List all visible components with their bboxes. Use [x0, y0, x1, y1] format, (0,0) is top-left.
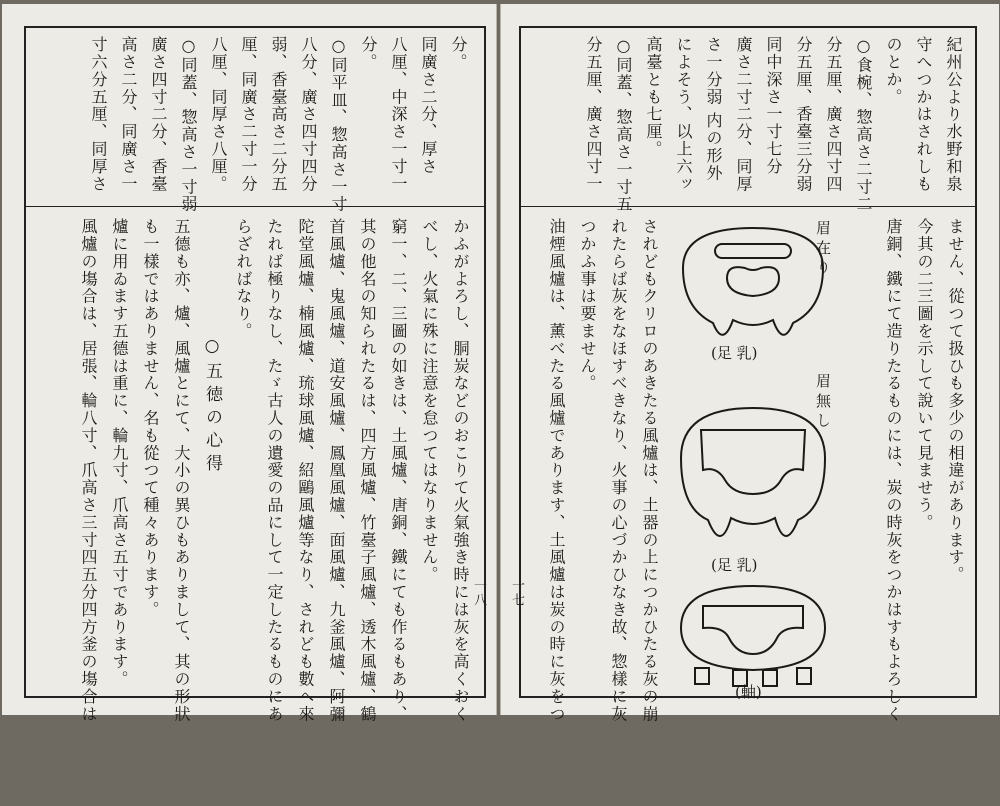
text-column: 五德も亦、爐、風爐とにて、大小の異ひもありまして、其の形狀 [172, 218, 191, 723]
right-top-text [571, 36, 963, 213]
diagram-label-bottom-1: (足 乳) [711, 344, 758, 362]
page-number: 一八 [471, 578, 486, 608]
text-column: 分。 [359, 36, 378, 71]
diagram-label-top-1: 眉 在 り [814, 220, 832, 275]
diagram-label-top-2: 眉 無 し [814, 373, 832, 428]
text-column: つかふ事は要ません。 [578, 218, 597, 392]
text-column: 八分、廣さ四寸四分 [299, 36, 318, 193]
right-page-frame [519, 26, 977, 723]
right-bottom-text-right [870, 218, 965, 723]
text-column: 分五厘、廣さ四寸一 [584, 36, 603, 193]
text-column: 紀州公より水野和泉 [944, 36, 963, 193]
text-column: たれば極りなし、たゞ古人の遺愛の品にして一定したるものにあ [265, 218, 284, 723]
text-column: 同廣さ二分、厚さ [419, 36, 438, 176]
text-column: ○同蓋、惣高さ一寸五 [614, 36, 633, 213]
text-column: 同中深さ一寸七分 [764, 36, 783, 176]
text-column: 弱、香臺高さ二分五 [269, 36, 288, 193]
right-page [500, 4, 999, 723]
page-number: 一七 [509, 578, 524, 608]
text-column: 首風爐、鬼風爐、道安風爐、鳳凰風爐、面風爐、九釜風爐、阿彌 [327, 218, 346, 723]
text-column: によそう、以上六ッ [674, 36, 693, 193]
text-column: 今其の二三圖を示して說いて見ませう。 [915, 218, 934, 532]
diagram-label-bottom-2: (足 乳) [711, 556, 758, 574]
text-column: 窮一、二、三圖の如きは、土風爐、唐銅、鐵にても作るもあり、 [389, 218, 408, 723]
text-column: べし、火氣に殊に注意を怠つてはなりません。 [420, 218, 439, 584]
text-column: 分。 [449, 36, 468, 71]
text-column: も一樣ではありません、名も從つて種々あります。 [141, 218, 160, 619]
furo-diagram-with-legs [681, 586, 825, 686]
left-page [2, 4, 497, 723]
text-column: 高臺とも七厘。 [644, 36, 663, 158]
furo-diagram-with-brim [683, 228, 823, 335]
text-column: さ一分弱 内の形外 [704, 36, 723, 182]
text-column: 廣さ四寸二分、香臺 [149, 36, 168, 193]
text-column: 陀堂風爐、楠風爐、琉球風爐、紹鷗風爐等なり、されども數へ來 [296, 218, 315, 723]
text-column: ○食椀、惣高さ二寸二 [854, 36, 873, 213]
furo-diagram-figure [673, 208, 833, 701]
section-divider [26, 206, 484, 207]
right-bottom-text-left [533, 218, 659, 723]
text-column: 分五厘、廣さ四寸四 [824, 36, 843, 193]
text-column: 爐に用ゐます五德は重に、輪九寸、爪高さ五寸であります。 [110, 218, 129, 688]
furo-diagrams [673, 208, 833, 701]
left-top-text [76, 36, 468, 213]
text-column: ○同蓋、惣高さ一寸弱 [179, 36, 198, 213]
text-column: されどもクリロのあきたる風爐は、土器の上につかひたる灰の崩 [640, 218, 659, 723]
text-column: れたらば灰をなほすべきなり、火事の心づかひなき故、惣樣に灰 [609, 218, 628, 723]
section-divider [521, 206, 975, 207]
section-heading: ○五徳の心得 [202, 336, 222, 477]
diagram-label-bottom-3: (軸) [735, 683, 762, 701]
furo-diagram-without-brim [681, 408, 825, 536]
left-page-frame [24, 26, 486, 723]
text-column: 守へつかはされしも [914, 36, 933, 193]
text-column: 八厘、同厚さ八厘。 [209, 36, 228, 193]
text-column: 厘、同廣さ二寸一分 [239, 36, 258, 193]
text-column: かふがよろし、胴炭などのおこりて火氣強き時には灰を高くおく [451, 218, 470, 723]
text-column: 分五厘、香臺三分弱 [794, 36, 813, 193]
text-column: 寸六分五厘、同厚さ [89, 36, 108, 193]
text-column: ません、從つて扱ひも多少の相違があります。 [946, 218, 965, 584]
left-bottom-text [65, 218, 468, 806]
text-column: らざればなり。 [234, 218, 253, 340]
text-column: のとか。 [884, 36, 903, 106]
text-column: 其の他名の知られたるは、四方風爐、竹臺子風爐、透木風爐、鶴 [358, 218, 377, 723]
text-column: 油煙風爐は、薰べたる風爐であります、土風爐は炭の時に灰をつ [547, 218, 566, 723]
text-column: 八厘、中深さ一寸一 [389, 36, 408, 193]
text-column: 廣さ二寸二分、同厚 [734, 36, 753, 193]
text-column: 高さ二分、同廣さ一 [119, 36, 138, 193]
text-column: ○同平皿、惣高さ一寸 [329, 36, 348, 213]
text-column: 唐銅、鐵にて造りたるものには、炭の時灰をつかはすもよろしく [884, 218, 903, 723]
text-column: 風爐の塲合は、居張、輪八寸、爪高さ三寸四五分四方釜の塲合は [79, 218, 98, 723]
